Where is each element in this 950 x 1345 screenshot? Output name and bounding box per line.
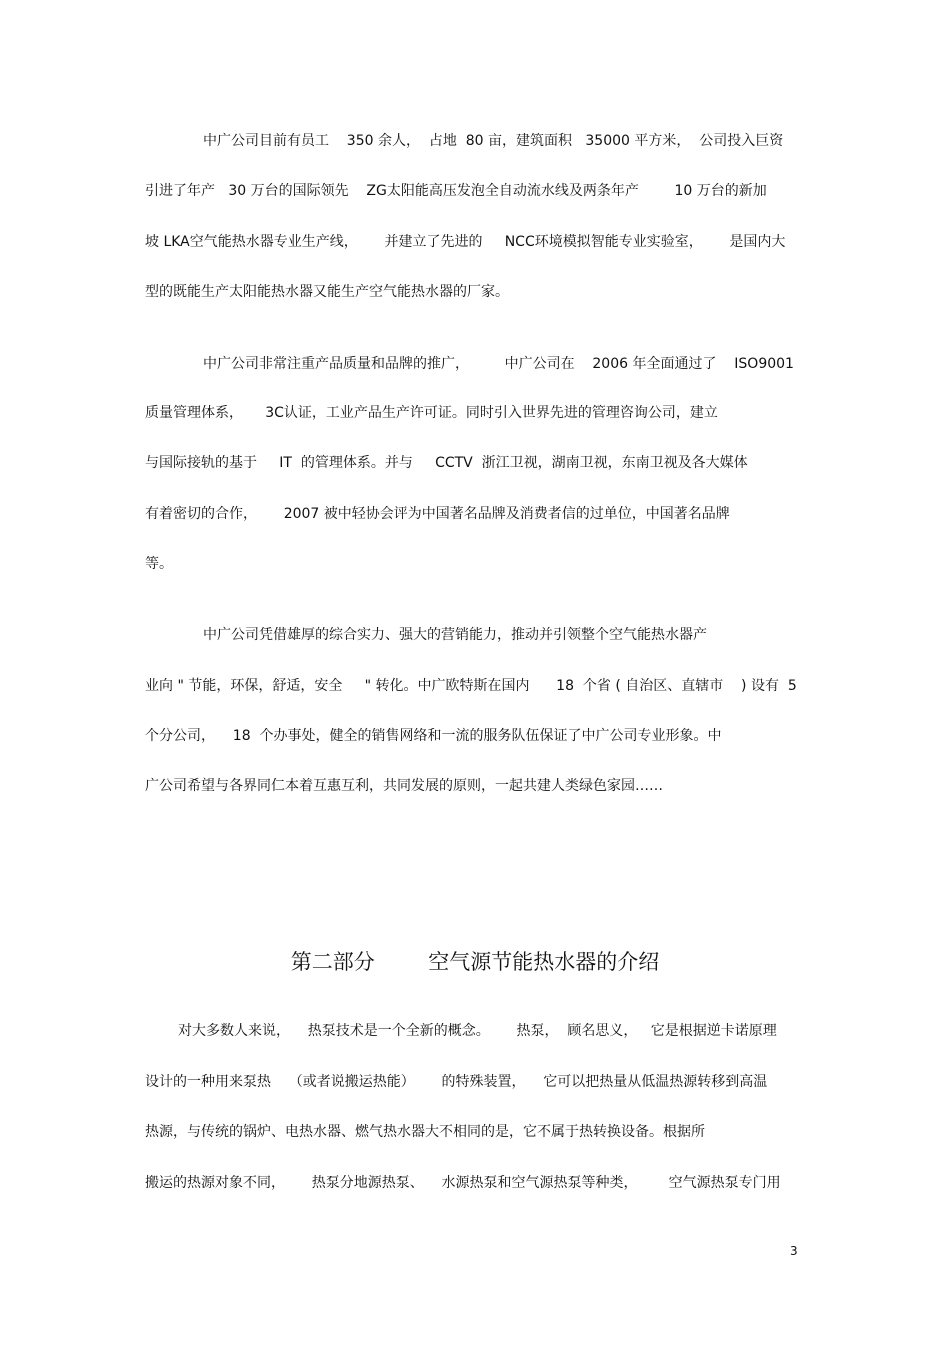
paragraph3-line-1: 中广公司凭借雄厚的综合实力、强大的营销能力，推动并引领整个空气能热水器产	[203, 627, 707, 643]
paragraph1-line-2: 引进了年产 30 万台的国际领先 ZG太阳能高压发泡全自动流水线及两条年产 10 万台的新加	[145, 183, 767, 199]
section-heading: 第二部分 空气源节能热水器的介绍	[290, 950, 660, 975]
paragraph1-line-4: 型的既能生产太阳能热水器又能生产空气能热水器的厂家。	[145, 284, 509, 300]
paragraph1-line-3: 坡 LKA空气能热水器专业生产线， 并建立了先进的 NCC环境模拟智能专业实验室， 是国内大	[145, 234, 786, 250]
paragraph3-line-2: 业向 " 节能，环保，舒适，安全 " 转化。中广欧特斯在国内 18 个省 ( 自治区、直辖市 ) 设有 5	[145, 678, 797, 694]
paragraph2-line-4: 有着密切的合作， 2007 被中轻协会评为中国著名品牌及消费者信的过单位，中国著名品牌	[145, 506, 730, 522]
paragraph2-line-2: 质量管理体系， 3C认证，工业产品生产许可证。同时引入世界先进的管理咨询公司，建立	[145, 405, 718, 421]
paragraph4-line-1: 对大多数人来说， 热泵技术是一个全新的概念。 热泵， 顾名思义， 它是根据逆卡诺原理	[178, 1023, 777, 1039]
paragraph4-line-2: 设计的一种用来泵热 （或者说搬运热能） 的特殊装置， 它可以把热量从低温热源转移到高温	[145, 1074, 768, 1090]
paragraph1-line-1: 中广公司目前有员工 350 余人， 占地 80 亩，建筑面积 35000 平方米， 公司投入巨资	[203, 133, 784, 149]
paragraph2-line-5: 等。	[145, 556, 173, 572]
paragraph3-line-4: 广公司希望与各界同仁本着互惠互利，共同发展的原则，一起共建人类绿色家园……	[145, 778, 663, 794]
page-number: 3	[790, 1244, 798, 1258]
paragraph3-line-3: 个分公司， 18 个办事处，健全的销售网络和一流的服务队伍保证了中广公司专业形象。中	[145, 728, 722, 744]
paragraph4-line-4: 搬运的热源对象不同， 热泵分地源热泵、 水源热泵和空气源热泵等种类， 空气源热泵专门用	[145, 1175, 781, 1191]
paragraph2-line-1: 中广公司非常注重产品质量和品牌的推广， 中广公司在 2006 年全面通过了 ISO9001	[203, 356, 794, 372]
paragraph4-line-3: 热源，与传统的锅炉、电热水器、燃气热水器大不相同的是，它不属于热转换设备。根据所	[145, 1124, 705, 1140]
paragraph2-line-3: 与国际接轨的基于 IT 的管理体系。并与 CCTV 浙江卫视，湖南卫视，东南卫视及各大媒体	[145, 455, 748, 471]
